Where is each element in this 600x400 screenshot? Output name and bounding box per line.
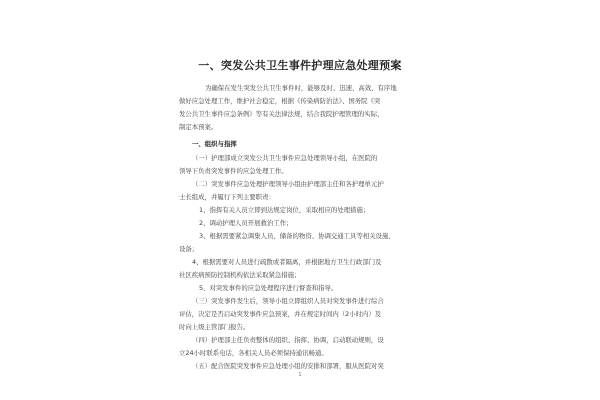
list-item: 评估，决定是否启动突发事件应急预案，并在规定时间内（2小时内）及 (179, 310, 382, 318)
paragraph-line: 做好应急处理工作，维护社会稳定，根据《传染病防治法》、国务院《突 (179, 97, 381, 105)
list-item: 时向上级主管部门报告。 (179, 323, 250, 331)
list-item: 3、根据需要紧急调集人员、储备的物资、协调交通工具等相关设施、 (199, 232, 395, 240)
section-heading: 一、组织与指挥 (192, 140, 237, 148)
paragraph-line: 发公共卫生事件应急条例》等有关法律法规，结合我院护理管理的实际， (179, 110, 384, 118)
list-item: （二）突发事件应急处理护理领导小组由护理部主任和各护理单元护 (192, 180, 384, 188)
list-item: （三）突发事件发生后，领导小组立即组织人员对突发事件进行综合 (192, 297, 384, 305)
list-item: 社区疾病预防控制机构依法采取紧急措施； (179, 271, 301, 279)
list-item: 领导下负责突发事件的应急处理工作。 (179, 167, 288, 175)
list-item: 设备； (179, 245, 199, 253)
list-item: 1、指挥有关人员立即到达规定岗位，采取相应的处理措施； (199, 206, 370, 214)
list-item: 士长组成，并履行下列主要职责： (179, 193, 275, 201)
list-item: 5、对突发事件的应急处理程序进行督查和指导。 (199, 284, 338, 292)
list-item: 2、调动护理人员开展救治工作； (199, 219, 293, 227)
list-item: 立24小时联系电话，各相关人员必须保持通讯畅通。 (179, 349, 328, 357)
paragraph-line: 制定本预案。 (179, 123, 218, 131)
list-item: 4、根据需要对人员进行疏散或者隔离，并根据地方卫生行政部门及 (192, 258, 382, 266)
page-number: 1 (298, 372, 302, 378)
paragraph-line: 为确保在发生突发公共卫生事件时，能够及时、迅速、高效、有序地 (205, 84, 397, 92)
list-item: （五）配合医院突发事件应急处理小组的安排和部署，服从医院对突 (192, 362, 384, 370)
list-item: （四）护理部主任负责整体的组织、指挥、协调，启动联动规则，设 (192, 336, 384, 344)
list-item: （一）护理部成立突发公共卫生事件应急处理领导小组，在医院的 (192, 154, 378, 162)
page-title: 一、突发公共卫生事件护理应急处理预案 (198, 59, 402, 72)
